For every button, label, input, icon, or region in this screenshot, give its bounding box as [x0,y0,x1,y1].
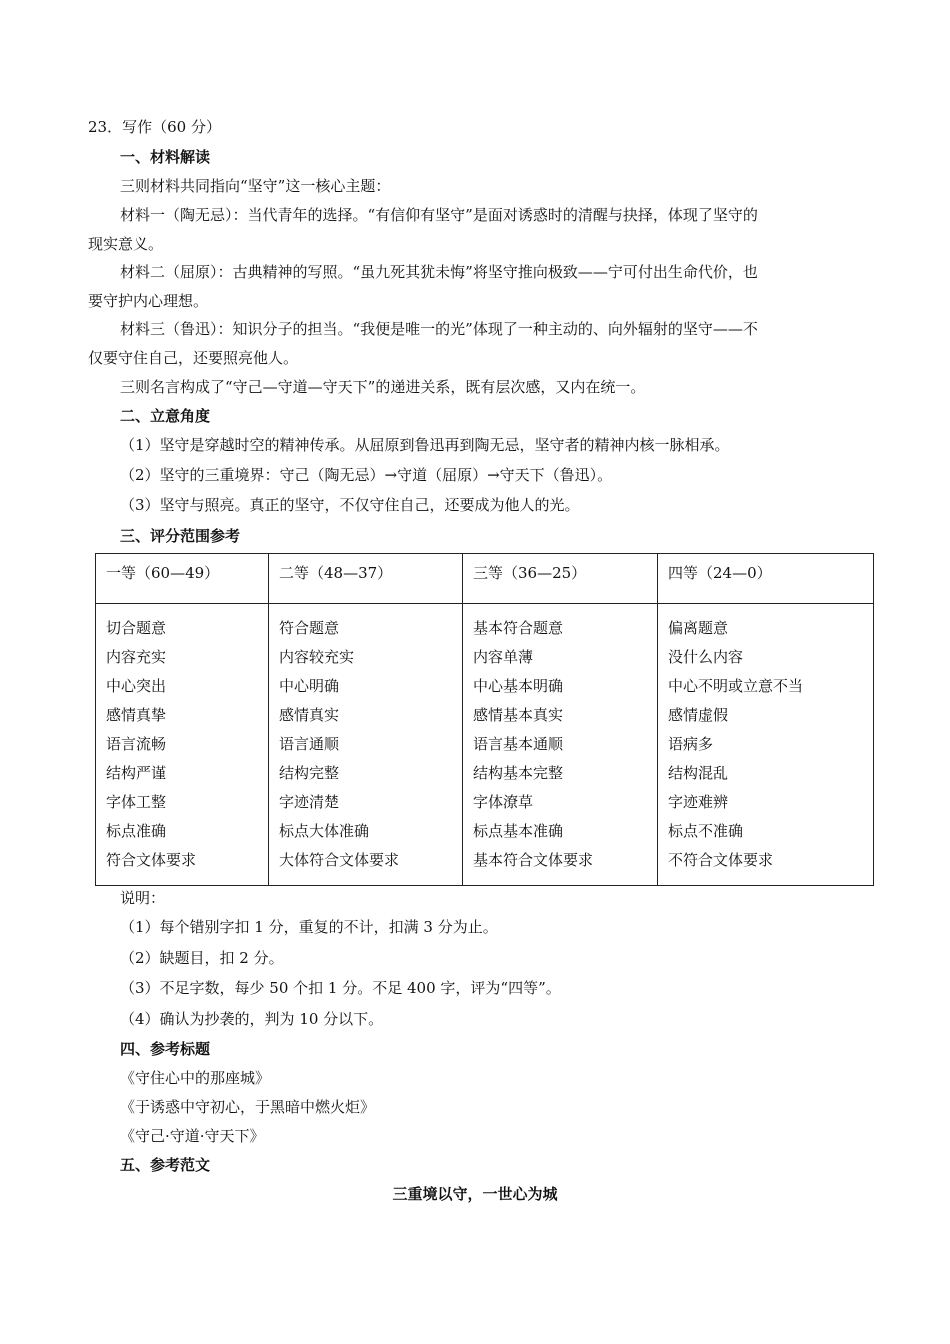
criterion: 语言通顺 [279,735,340,753]
criterion: 内容充实 [106,648,167,666]
question-heading: 23．写作（60 分） [88,118,221,136]
criterion: 切合题意 [106,619,167,637]
grade-2-criteria [269,604,463,886]
criterion: 字体工整 [106,793,167,811]
grade-3-header: 三等（36—25） [463,554,658,604]
material-3-line-2: 仅要守住自己，还要照亮他人。 [88,349,299,367]
criterion: 基本符合文体要求 [473,851,594,869]
section-3-title: 三、评分范围参考 [120,527,241,545]
criterion: 偏离题意 [668,619,729,637]
criterion: 标点大体准确 [279,822,370,840]
criterion: 内容单薄 [473,648,534,666]
angle-1: （1）坚守是穿越时空的精神传承。从屈原到鲁迅再到陶无忌，坚守者的精神内核一脉相承。 [120,436,730,454]
note-4: （4）确认为抄袭的，判为 10 分以下。 [120,1010,384,1028]
criterion: 结构严谨 [106,764,167,782]
section-2-title: 二、立意角度 [120,407,211,425]
criterion: 感情基本真实 [473,706,564,724]
grade-1-header: 一等（60—49） [96,554,269,604]
criterion: 语言流畅 [106,735,167,753]
material-1-line-1: 材料一（陶无忌）：当代青年的选择。“有信仰有坚守”是面对诱惑时的清醒与抉择，体现了坚守的 [120,206,758,224]
note-2: （2）缺题目，扣 2 分。 [120,949,284,967]
criterion: 基本符合题意 [473,619,564,637]
criterion: 感情虚假 [668,706,729,724]
reference-title-2: 《于诱惑中守初心，于黑暗中燃火炬》 [120,1098,376,1116]
grade-4-header: 四等（24—0） [658,554,874,604]
note-1: （1）每个错别字扣 1 分，重复的不计，扣满 3 分为止。 [120,918,498,936]
reference-title-3: 《守己·守道·守天下》 [120,1127,265,1145]
criterion: 标点基本准确 [473,822,564,840]
scoring-table-header-row [96,554,874,604]
criterion: 标点不准确 [668,822,744,840]
criterion: 大体符合文体要求 [279,851,400,869]
material-3-line-1: 材料三（鲁迅）：知识分子的担当。“我便是唯一的光”体现了一种主动的、向外辐射的坚守——不 [120,320,758,338]
criterion: 内容较充实 [279,648,355,666]
criterion: 感情真实 [279,706,340,724]
grade-4-criteria [658,604,874,886]
criterion: 感情真挚 [106,706,167,724]
criterion: 字体潦草 [473,793,534,811]
reference-title-1: 《守住心中的那座城》 [120,1069,271,1087]
criterion: 符合题意 [279,619,340,637]
notes-title: 说明： [120,889,166,907]
criterion: 没什么内容 [668,648,744,666]
criterion: 中心不明或立意不当 [668,677,804,695]
scoring-table-criteria-row [96,604,874,886]
grade-2-header: 二等（48—37） [269,554,463,604]
criterion: 语言基本通顺 [473,735,564,753]
grade-3-criteria [463,604,658,886]
section-1-intro: 三则材料共同指向“坚守”这一核心主题： [120,177,391,195]
criterion: 语病多 [668,735,714,753]
criterion: 结构完整 [279,764,340,782]
criterion: 字迹难辨 [668,793,729,811]
criterion: 符合文体要求 [106,851,197,869]
criterion: 字迹清楚 [279,793,340,811]
section-4-title: 四、参考标题 [120,1040,211,1058]
section-1-title: 一、材料解读 [120,148,211,166]
note-3: （3）不足字数，每少 50 个扣 1 分。不足 400 字，评为“四等”。 [120,979,561,997]
criterion: 标点准确 [106,822,167,840]
angle-3: （3）坚守与照亮。真正的坚守，不仅守住自己，还要成为他人的光。 [120,496,580,514]
material-1-line-2: 现实意义。 [88,235,164,253]
criterion: 结构基本完整 [473,764,564,782]
scoring-table [95,553,874,886]
section-5-title: 五、参考范文 [120,1156,211,1174]
criterion: 不符合文体要求 [668,851,774,869]
material-2-line-2: 要守护内心理想。 [88,292,209,310]
angle-2: （2）坚守的三重境界：守己（陶无忌）→守道（屈原）→守天下（鲁迅）。 [120,466,613,484]
grade-1-criteria [96,604,269,886]
criterion: 中心基本明确 [473,677,564,695]
material-2-line-1: 材料二（屈原）：古典精神的写照。“虽九死其犹未悔”将坚守推向极致——宁可付出生命代价，也 [120,263,758,281]
section-1-summary: 三则名言构成了“守己—守道—守天下”的递进关系，既有层次感，又内在统一。 [120,378,646,396]
criterion: 中心突出 [106,677,167,695]
criterion: 中心明确 [279,677,340,695]
essay-title: 三重境以守，一世心为城 [392,1185,558,1203]
criterion: 结构混乱 [668,764,729,782]
